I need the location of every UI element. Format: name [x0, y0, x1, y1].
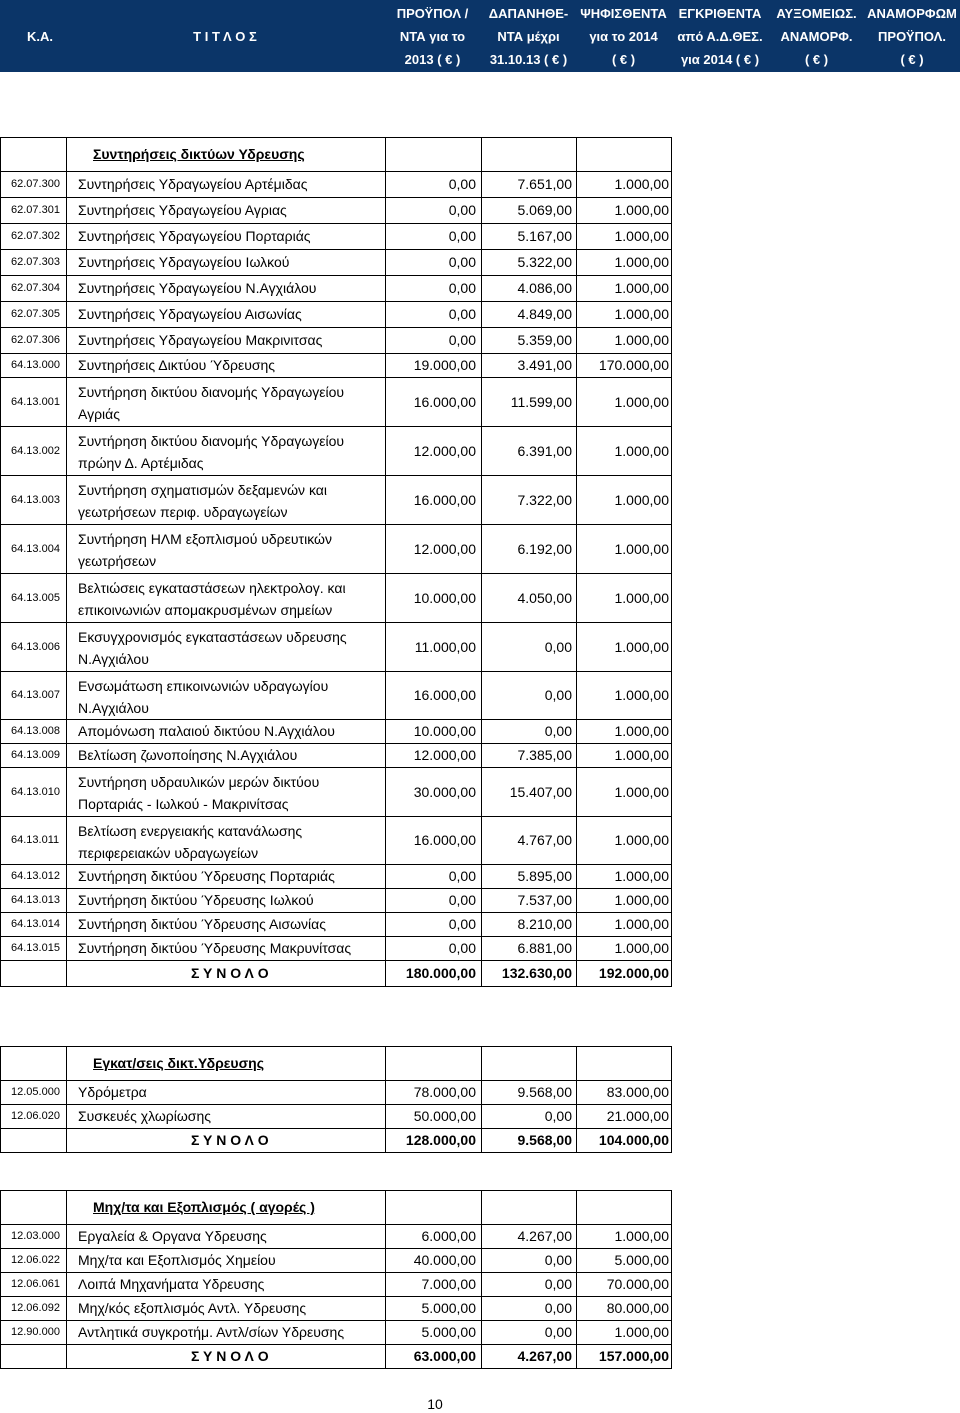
account-code: 62.07.303 [11, 256, 60, 268]
spent-value: 4.267,00 [517, 1228, 572, 1244]
section-equipment [0, 1190, 672, 1369]
account-code: 64.13.002 [11, 444, 60, 457]
spent-value: 5.069,00 [517, 202, 572, 218]
account-code: 64.13.004 [11, 542, 60, 555]
account-code: 62.07.305 [11, 308, 60, 320]
voted-2014-value: 1.000,00 [614, 228, 669, 244]
total-label: Σ Υ Ν Ο Λ Ο [191, 1132, 269, 1148]
spent-value: 5.167,00 [517, 228, 572, 244]
table-row [1, 1081, 672, 1105]
table-row [1, 574, 672, 623]
voted-2014-value: 80.000,00 [606, 1300, 669, 1316]
voted-2014-value: 1.000,00 [614, 332, 669, 348]
spent-value: 0,00 [544, 638, 572, 655]
account-code: 64.13.009 [11, 749, 60, 761]
header-adjustment: ΑΥΞΟΜΕΙΩΣ. ΑΝΑΜΟΡΦ. ( € ) [776, 5, 857, 67]
account-title: Εργαλεία & Οργανα Υδρευσης [78, 1228, 267, 1244]
budget-2013-value: 0,00 [448, 202, 476, 218]
account-title: Συντήρηση δικτύου διανομής Υδραγωγείου πρώην Δ. Αρτέμιδας [78, 433, 345, 471]
table-header [0, 0, 960, 72]
account-title: Βελτίωση ζωνοποίησης Ν.Αγχιάλου [78, 747, 298, 763]
table-row [1, 250, 672, 276]
total-row [1, 961, 672, 987]
grid-line [671, 138, 672, 987]
spent-value: 3.491,00 [517, 357, 572, 373]
grid-line [385, 138, 386, 987]
account-title: Συντήρηση ΗΛΜ εξοπλισμού υδρευτικών γεωτρήσεων [78, 531, 332, 569]
spent-value: 15.407,00 [509, 783, 572, 800]
account-code: 62.07.304 [11, 282, 60, 294]
account-code: 64.13.014 [11, 918, 60, 930]
budget-2013-value: 5.000,00 [421, 1300, 476, 1316]
account-code: 64.13.013 [11, 894, 60, 906]
account-code: 12.05.000 [11, 1086, 60, 1098]
grid-line [1, 986, 672, 987]
grid-line [481, 138, 482, 987]
voted-2014-value: 1.000,00 [614, 1324, 669, 1340]
voted-2014-value: 170.000,00 [598, 357, 669, 373]
budget-2013-value: 0,00 [448, 228, 476, 244]
voted-2014-value: 1.000,00 [614, 306, 669, 322]
budget-2013-value: 0,00 [448, 916, 476, 932]
budget-2013-value: 7.000,00 [421, 1276, 476, 1292]
table-row [1, 865, 672, 889]
grid-line [671, 1191, 672, 1369]
budget-2013-value: 11.000,00 [414, 638, 476, 655]
grid-line [481, 1047, 482, 1153]
table-row [1, 378, 672, 427]
voted-2014-value: 70.000,00 [606, 1276, 669, 1292]
account-code: 64.13.008 [11, 725, 60, 737]
budget-2013-value: 0,00 [448, 306, 476, 322]
budget-2013-value: 10.000,00 [413, 589, 476, 606]
spent-value: 0,00 [544, 687, 572, 703]
voted-2014-value: 21.000,00 [606, 1108, 669, 1124]
account-code: 64.13.001 [11, 395, 60, 408]
voted-2014-value: 1.000,00 [614, 491, 669, 508]
spent-value: 6.391,00 [517, 442, 572, 459]
account-title: Βελτίωση ενεργειακής κατανάλωσης περιφερειακών υδραγωγείων [78, 823, 303, 861]
total-voted-2014: 104.000,00 [598, 1132, 669, 1148]
voted-2014-value: 1.000,00 [614, 868, 669, 884]
voted-2014-value: 1.000,00 [614, 1228, 669, 1244]
table-row [1, 328, 672, 354]
account-code: 64.13.006 [11, 640, 60, 653]
voted-2014-value: 1.000,00 [614, 832, 669, 848]
account-title: Συντηρήσεις Υδραγωγείου Αγριας [78, 202, 287, 218]
account-title: Εκσυγχρονισμός εγκαταστάσεων υδρευσης Ν.Αγχιάλου [78, 629, 347, 667]
spent-value: 9.568,00 [517, 1084, 572, 1100]
total-label: Σ Υ Ν Ο Λ Ο [191, 1348, 269, 1364]
spent-value: 6.192,00 [517, 540, 572, 557]
total-voted-2014: 157.000,00 [598, 1348, 669, 1364]
header-code: Κ.Α. [27, 28, 53, 44]
account-code: 64.13.015 [11, 942, 60, 954]
table-row [1, 1225, 672, 1249]
budget-2013-value: 19.000,00 [413, 357, 476, 373]
account-title: Συντηρήσεις Υδραγωγείου Μακρινιτσας [78, 332, 323, 348]
total-row [1, 1345, 672, 1369]
budget-2013-value: 16.000,00 [413, 393, 476, 410]
budget-2013-value: 0,00 [448, 254, 476, 270]
spent-value: 7.537,00 [517, 892, 572, 908]
grid-line [66, 138, 67, 987]
voted-2014-value: 83.000,00 [606, 1084, 669, 1100]
account-code: 62.07.301 [11, 204, 60, 216]
account-title: Συντηρήσεις Υδραγωγείου Αρτέμιδας [78, 176, 308, 192]
spent-value: 4.767,00 [517, 832, 572, 848]
account-title: Συντήρηση δικτύου Ύδρευσης Αισωνίας [78, 916, 327, 932]
table-row [1, 1273, 672, 1297]
table-row [1, 198, 672, 224]
total-budget-2013: 63.000,00 [413, 1348, 476, 1364]
spent-value: 0,00 [544, 1300, 572, 1316]
spent-value: 11.599,00 [510, 393, 572, 410]
total-label: Σ Υ Ν Ο Λ Ο [191, 965, 269, 981]
voted-2014-value: 1.000,00 [614, 589, 669, 606]
total-voted-2014: 192.000,00 [598, 965, 669, 981]
total-budget-2013: 128.000,00 [405, 1132, 476, 1148]
grid-line [66, 1191, 67, 1369]
grid-line [385, 1191, 386, 1369]
section-water-network-maintenance [0, 137, 672, 987]
budget-2013-value: 30.000,00 [413, 783, 476, 800]
voted-2014-value: 1.000,00 [614, 540, 669, 557]
table-row [1, 623, 672, 672]
table-row [1, 276, 672, 302]
account-title: Συντήρηση δικτύου Ύδρευσης Πορταριάς [78, 868, 335, 884]
spent-value: 0,00 [544, 1324, 572, 1340]
total-budget-2013: 180.000,00 [405, 965, 476, 981]
table-row [1, 224, 672, 250]
table-row [1, 768, 672, 817]
total-row [1, 1129, 672, 1153]
table-row [1, 427, 672, 476]
section-heading: Μηχ/τα και Εξοπλισμός ( αγορές ) [93, 1199, 315, 1215]
spent-value: 8.210,00 [517, 916, 572, 932]
table-row [1, 1321, 672, 1345]
budget-2013-value: 0,00 [448, 868, 476, 884]
account-title: Συντηρήσεις Υδραγωγείου Αισωνίας [78, 306, 302, 322]
spent-value: 7.385,00 [517, 747, 572, 763]
account-code: 12.06.022 [11, 1254, 60, 1266]
spent-value: 0,00 [544, 1108, 572, 1124]
voted-2014-value: 5.000,00 [614, 1252, 669, 1268]
spent-value: 4.849,00 [517, 306, 572, 322]
total-spent: 132.630,00 [501, 965, 572, 981]
total-spent: 4.267,00 [517, 1348, 572, 1364]
page-number: 10 [427, 1396, 443, 1412]
account-code: 64.13.010 [11, 785, 60, 798]
grid-line [66, 1047, 67, 1153]
spent-value: 0,00 [544, 1252, 572, 1268]
table-row [1, 354, 672, 378]
account-title: Συντηρήσεις Υδραγωγείου Πορταριάς [78, 228, 311, 244]
account-code: 64.13.005 [11, 591, 60, 604]
header-revised: ΑΝΑΜΟΡΦΩΜ ΠΡΟΫΠΟΛ. ( € ) [867, 5, 957, 67]
account-code: 12.06.020 [11, 1110, 60, 1122]
budget-2013-value: 40.000,00 [413, 1252, 476, 1268]
account-title: Μηχ/τα και Εξοπλισμός Χημείου [78, 1252, 276, 1268]
account-title: Συντήρηση σχηματισμών δεξαμενών και γεωτρήσεων περιφ. υδραγωγείων [78, 482, 327, 520]
spent-value: 7.322,00 [517, 491, 572, 508]
grid-line [576, 1191, 577, 1369]
table-row [1, 172, 672, 198]
grid-line [481, 1191, 482, 1369]
account-code: 12.90.000 [11, 1326, 60, 1338]
header-title: Τ Ι Τ Λ Ο Σ [193, 28, 257, 44]
spent-value: 5.322,00 [517, 254, 572, 270]
account-code: 62.07.302 [11, 230, 60, 242]
account-title: Αντλητικά συγκροτήμ. Αντλ/σίων Υδρευσης [78, 1324, 345, 1340]
table-row [1, 744, 672, 768]
voted-2014-value: 1.000,00 [614, 747, 669, 763]
budget-2013-value: 0,00 [448, 176, 476, 192]
spent-value: 4.050,00 [517, 589, 572, 606]
budget-2013-value: 5.000,00 [421, 1324, 476, 1340]
budget-2013-value: 6.000,00 [421, 1228, 476, 1244]
grid-line [671, 1047, 672, 1153]
budget-2013-value: 12.000,00 [413, 747, 476, 763]
header-spent: ΔΑΠΑΝΗΘΕ- ΝΤΑ μέχρι 31.10.13 ( € ) [488, 5, 569, 67]
account-code: 64.13.011 [11, 834, 60, 846]
voted-2014-value: 1.000,00 [614, 254, 669, 270]
spent-value: 0,00 [544, 1276, 572, 1292]
voted-2014-value: 1.000,00 [614, 892, 669, 908]
spent-value: 7.651,00 [517, 176, 572, 192]
voted-2014-value: 1.000,00 [614, 393, 669, 410]
voted-2014-value: 1.000,00 [614, 202, 669, 218]
voted-2014-value: 1.000,00 [614, 280, 669, 296]
account-code: 12.03.000 [11, 1230, 60, 1242]
section-heading: Εγκατ/σεις δικτ.Υδρευσης [93, 1055, 264, 1071]
table-row [1, 1105, 672, 1129]
account-code: 64.13.012 [11, 870, 60, 882]
spent-value: 6.881,00 [517, 940, 572, 956]
grid-line [1, 1368, 672, 1369]
budget-2013-value: 16.000,00 [413, 832, 476, 848]
account-title: Συντήρηση δικτύου Ύδρευσης Μακρυνίτσας [78, 940, 352, 956]
spent-value: 0,00 [544, 723, 572, 739]
total-spent: 9.568,00 [517, 1132, 572, 1148]
account-title: Συντήρηση δικτύου διανομής Υδραγωγείου Αγριάς [78, 384, 345, 422]
budget-2013-value: 78.000,00 [413, 1084, 476, 1100]
voted-2014-value: 1.000,00 [614, 916, 669, 932]
account-code: 64.13.000 [11, 359, 60, 371]
table-row [1, 672, 672, 720]
account-title: Υδρόμετρα [78, 1084, 147, 1100]
voted-2014-value: 1.000,00 [614, 940, 669, 956]
account-title: Μηχ/κός εξοπλισμός Αντλ. Υδρευσης [78, 1300, 307, 1316]
voted-2014-value: 1.000,00 [614, 442, 669, 459]
account-title: Συντηρήσεις Δικτύου Ύδρευσης [78, 357, 276, 373]
voted-2014-value: 1.000,00 [614, 687, 669, 703]
section-heading: Συντηρήσεις δικτύων Υδρευσης [93, 146, 305, 162]
table-row [1, 913, 672, 937]
budget-2013-value: 0,00 [448, 940, 476, 956]
grid-line [576, 1047, 577, 1153]
account-code: 12.06.061 [11, 1278, 60, 1290]
account-code: 62.07.300 [11, 178, 60, 190]
grid-line [385, 1047, 386, 1153]
budget-2013-value: 0,00 [448, 332, 476, 348]
header-voted-2014: ΨΗΦΙΣΘΕΝΤΑ για το 2014 ( € ) [580, 5, 667, 67]
table-row [1, 525, 672, 574]
table-row [1, 476, 672, 525]
budget-2013-value: 16.000,00 [413, 687, 476, 703]
table-row [1, 937, 672, 961]
budget-2013-value: 0,00 [448, 280, 476, 296]
spent-value: 5.895,00 [517, 868, 572, 884]
account-code: 12.06.092 [11, 1302, 60, 1314]
account-title: Συντηρήσεις Υδραγωγείου Ν.Αγχιάλου [78, 280, 317, 296]
budget-2013-value: 12.000,00 [413, 442, 476, 459]
voted-2014-value: 1.000,00 [614, 723, 669, 739]
table-row [1, 889, 672, 913]
account-title: Συντήρηση υδραυλικών μερών δικτύου Πορταριάς - Ιωλκού - Μακρινίτσας [78, 774, 320, 812]
table-row [1, 817, 672, 865]
header-approved: ΕΓΚΡΙΘΕΝΤΑ από Α.Δ.ΘΕΣ. για 2014 ( € ) [677, 5, 763, 67]
table-row [1, 1249, 672, 1273]
account-title: Βελτιώσεις εγκαταστάσεων ηλεκτρολογ. και επικοινωνιών απομακρυσμένων σημείων [78, 580, 346, 618]
budget-2013-value: 16.000,00 [413, 491, 476, 508]
voted-2014-value: 1.000,00 [614, 783, 669, 800]
section-water-installations [0, 1046, 672, 1153]
table-row [1, 1297, 672, 1321]
account-code: 64.13.007 [11, 689, 60, 701]
budget-2013-value: 0,00 [448, 892, 476, 908]
budget-2013-value: 12.000,00 [413, 540, 476, 557]
header-budget-2013: ΠΡΟΫΠΟΛ / ΝΤΑ για το 2013 ( € ) [396, 5, 469, 67]
voted-2014-value: 1.000,00 [614, 638, 669, 655]
table-row [1, 302, 672, 328]
account-title: Λοιπά Μηχανήματα Υδρευσης [78, 1276, 265, 1292]
grid-line [1, 1152, 672, 1153]
voted-2014-value: 1.000,00 [614, 176, 669, 192]
account-title: Συντηρήσεις Υδραγωγείου Ιωλκού [78, 254, 290, 270]
account-title: Ενσωμάτωση επικοινωνιών υδραγωγίου Ν.Αγχιάλου [78, 678, 329, 716]
spent-value: 5.359,00 [517, 332, 572, 348]
account-code: 64.13.003 [11, 493, 60, 506]
account-title: Συσκευές χλωρίωσης [78, 1108, 211, 1124]
budget-2013-value: 10.000,00 [413, 723, 476, 739]
account-code: 62.07.306 [11, 334, 60, 346]
account-title: Απομόνωση παλαιού δικτύου Ν.Αγχιάλου [78, 723, 335, 739]
budget-2013-value: 50.000,00 [413, 1108, 476, 1124]
account-title: Συντήρηση δικτύου Ύδρευσης Ιωλκού [78, 892, 314, 908]
table-row [1, 720, 672, 744]
grid-line [576, 138, 577, 987]
spent-value: 4.086,00 [517, 280, 572, 296]
